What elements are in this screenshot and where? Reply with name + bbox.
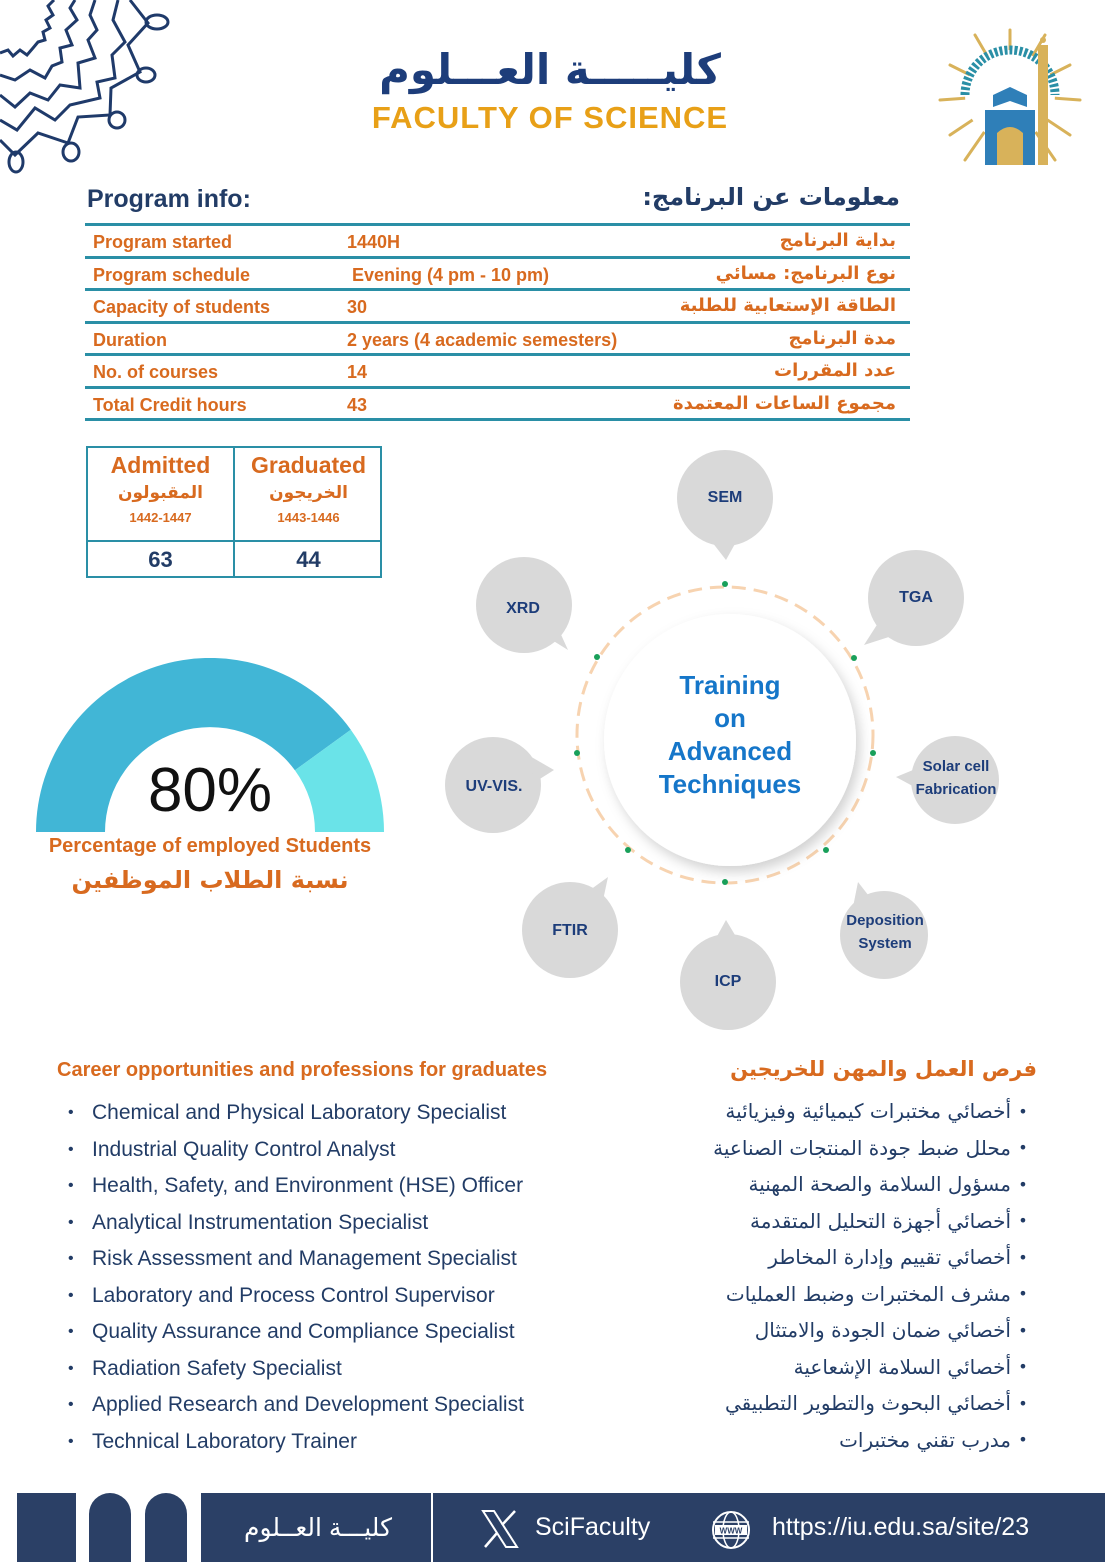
bullet-icon: •: [1018, 1138, 1028, 1158]
program-info-title-arabic: معلومات عن البرنامج:: [642, 183, 900, 211]
graduated-label-arabic: الخريجون: [269, 483, 348, 503]
footer-block-decoration: [17, 1493, 76, 1562]
program-info-row: [85, 389, 910, 422]
list-item: [635, 1239, 1035, 1276]
row-label-arabic: عدد المقررات: [774, 360, 896, 381]
globe-www-icon[interactable]: [710, 1509, 752, 1551]
bullet-icon: •: [1018, 1174, 1028, 1194]
admitted-header: [88, 448, 235, 542]
list-item: [68, 1424, 648, 1461]
bullet-icon: •: [68, 1250, 74, 1268]
list-item: [635, 1422, 1035, 1459]
career-text: Laboratory and Process Control Supervisor: [92, 1283, 495, 1307]
bullet-icon: •: [68, 1359, 74, 1377]
technique-xrd: XRD: [506, 600, 540, 617]
technique-line: Deposition: [846, 912, 924, 929]
row-label: No. of courses: [93, 362, 219, 382]
row-label-arabic: مجموع الساعات المعتمدة: [672, 392, 896, 414]
list-item: [68, 1241, 648, 1278]
bullet-icon: •: [68, 1140, 74, 1158]
bullet-icon: •: [1018, 1284, 1028, 1304]
technique-solar-cell: [916, 755, 997, 801]
list-item: [635, 1385, 1035, 1422]
career-text: مسؤول السلامة والصحة المهنية: [748, 1172, 1011, 1197]
careers-title: Career opportunities and professions for graduates: [57, 1059, 548, 1081]
career-text: Chemical and Physical Laboratory Specialist: [92, 1101, 507, 1125]
list-item: [68, 1132, 648, 1169]
bullet-icon: •: [68, 1213, 74, 1231]
list-item: [635, 1093, 1035, 1130]
career-text: أخصائي ضمان الجودة والامتثال: [754, 1318, 1011, 1343]
list-item: [68, 1095, 648, 1132]
footer: [0, 1493, 1105, 1562]
technique-line: Solar cell: [922, 758, 990, 775]
technique-sem: SEM: [707, 489, 743, 506]
program-info-row: [85, 324, 910, 357]
graduated-label: Graduated: [250, 452, 367, 478]
row-value: 2 years (4 academic semesters): [347, 329, 618, 350]
employment-label: Percentage of employed Students: [48, 835, 372, 857]
career-text: Analytical Instrumentation Specialist: [92, 1210, 429, 1234]
list-item: [68, 1168, 648, 1205]
list-item: [635, 1349, 1035, 1386]
svg-text:WWW: WWW: [719, 1526, 743, 1536]
footer-faculty-name: كليـــة العــلوم: [244, 1514, 392, 1542]
career-text: مشرف المختبرات وضبط العمليات: [725, 1281, 1011, 1306]
faculty-title-arabic: كليـــــة العـــلوم: [379, 45, 721, 94]
list-item: [68, 1351, 648, 1388]
career-text: أخصائي البحوث والتطوير التطبيقي: [724, 1391, 1011, 1416]
center-line: Techniques: [658, 769, 802, 799]
training-techniques-diagram: [440, 450, 1020, 1030]
program-info-row: [85, 259, 910, 292]
career-text: أخصائي مختبرات كيميائية وفيزيائية: [725, 1099, 1011, 1124]
graduated-header: [235, 448, 382, 542]
bullet-icon: •: [1018, 1211, 1028, 1231]
program-info-row: [85, 226, 910, 259]
bullet-icon: •: [68, 1432, 74, 1450]
list-item: [68, 1278, 648, 1315]
list-item: [635, 1276, 1035, 1313]
career-text: أخصائي السلامة الإشعاعية: [793, 1354, 1011, 1379]
circuit-decoration-icon: [0, 0, 175, 180]
footer-arch-decoration: [89, 1493, 131, 1562]
footer-arch-decoration: [145, 1493, 187, 1562]
bullet-icon: •: [1018, 1101, 1028, 1121]
program-info-title: Program info:: [87, 185, 251, 213]
row-label: Duration: [93, 329, 167, 350]
row-label-arabic: بداية البرنامج: [779, 230, 896, 251]
bullet-icon: •: [1018, 1430, 1028, 1450]
technique-deposition: [846, 909, 924, 955]
row-label: Total Credit hours: [93, 394, 247, 415]
row-value: Evening (4 pm - 10 pm): [347, 264, 550, 285]
bullet-icon: •: [1018, 1320, 1028, 1340]
center-line: on: [714, 703, 746, 733]
technique-tga: TGA: [899, 589, 933, 606]
admission-stats-table: [86, 446, 382, 578]
program-info-row: [85, 356, 910, 389]
bullet-icon: •: [1018, 1393, 1028, 1413]
row-label: Program started: [93, 232, 233, 252]
row-value: 1440H: [347, 232, 401, 252]
list-item: [635, 1166, 1035, 1203]
bullet-icon: •: [68, 1177, 74, 1195]
row-label: Program schedule: [93, 264, 251, 285]
list-item: [68, 1314, 648, 1351]
list-item: [635, 1203, 1035, 1240]
careers-list: [68, 1095, 648, 1460]
graduated-count: 44: [296, 547, 321, 572]
employment-label-arabic: نسبة الطلاب الموظفين: [71, 866, 349, 894]
list-item: [68, 1205, 648, 1242]
footer-divider: [431, 1493, 433, 1562]
x-logo-icon[interactable]: [480, 1509, 520, 1549]
list-item: [635, 1130, 1035, 1167]
list-item: [635, 1312, 1035, 1349]
career-text: Industrial Quality Control Analyst: [92, 1137, 396, 1161]
row-label-arabic: الطاقة الإستعابية للطلبة: [679, 295, 896, 316]
technique-ftir: FTIR: [552, 922, 588, 939]
row-label-arabic: مدة البرنامج: [788, 327, 896, 349]
graduated-years: 1443-1446: [277, 510, 340, 525]
technique-icp: ICP: [714, 973, 742, 990]
faculty-title-english: FACULTY OF SCIENCE: [371, 100, 729, 135]
career-text: Health, Safety, and Environment (HSE) Officer: [92, 1174, 524, 1198]
bullet-icon: •: [68, 1396, 74, 1414]
career-text: Technical Laboratory Trainer: [92, 1429, 357, 1453]
program-info-table: [85, 223, 910, 421]
row-value: 30: [347, 297, 368, 317]
admitted-label: Admitted: [110, 452, 211, 478]
bullet-icon: •: [1018, 1357, 1028, 1377]
bullet-icon: •: [1018, 1247, 1028, 1267]
list-item: [68, 1387, 648, 1424]
technique-line: System: [858, 935, 912, 952]
row-label: Capacity of students: [93, 297, 271, 317]
careers-title-arabic: فرص العمل والمهن للخريجين: [730, 1057, 1037, 1081]
x-handle-link[interactable]: SciFaculty: [535, 1513, 651, 1541]
program-info-row: [85, 291, 910, 324]
center-line: Advanced: [667, 736, 793, 766]
row-value: 43: [347, 394, 368, 415]
career-text: Applied Research and Development Specialist: [92, 1393, 524, 1417]
career-text: أخصائي تقييم وإدارة المخاطر: [768, 1245, 1011, 1270]
bullet-icon: •: [68, 1104, 74, 1122]
website-link[interactable]: https://iu.edu.sa/site/23: [772, 1513, 1030, 1541]
bullet-icon: •: [68, 1286, 74, 1304]
career-text: محلل ضبط جودة المنتجات الصناعية: [713, 1135, 1011, 1160]
technique-line: Fabrication: [915, 781, 997, 798]
row-label-arabic: نوع البرنامج: مسائي: [715, 262, 896, 284]
admitted-label-arabic: المقبولون: [118, 483, 203, 503]
row-value: 14: [347, 362, 368, 382]
training-center-label: [659, 669, 802, 801]
bullet-icon: •: [68, 1323, 74, 1341]
admitted-years: 1442-1447: [129, 510, 192, 525]
technique-uv-vis: UV-VIS.: [465, 778, 523, 795]
careers-list-arabic: [635, 1093, 1035, 1458]
employment-percentage: 80%: [147, 756, 273, 825]
center-line: Training: [679, 670, 781, 700]
career-text: Quality Assurance and Compliance Specialist: [92, 1320, 515, 1344]
career-text: أخصائي أجهزة التحليل المتقدمة: [749, 1208, 1011, 1233]
university-logo-icon: [935, 25, 1085, 170]
admitted-count: 63: [88, 542, 235, 578]
career-text: Risk Assessment and Management Specialist: [92, 1247, 517, 1271]
career-text: Radiation Safety Specialist: [92, 1356, 342, 1380]
career-text: مدرب تقني مختبرات: [839, 1427, 1011, 1452]
